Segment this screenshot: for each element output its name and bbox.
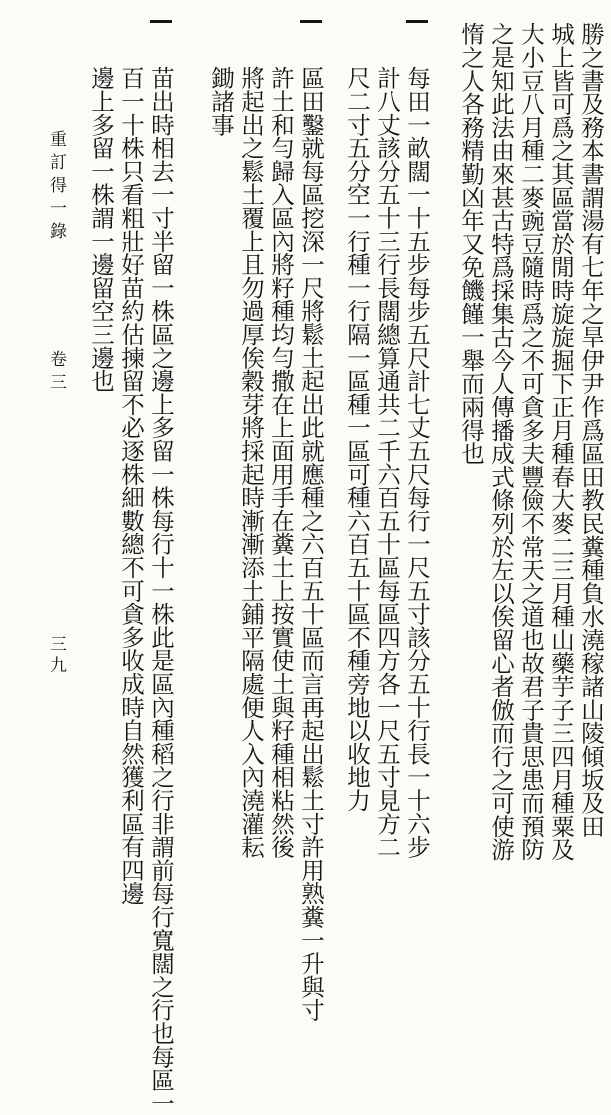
section-marker-3 [150,20,172,23]
text-column-13: 苗出時相去一寸半留一株區之邊上多留一株每行十一株此是區內種稻之行非謂前每行寬闊之行也每區一 [147,66,175,1115]
text-column-2: 城上皆可爲之其區當於閒時旋旋掘下正月種春大麥二三月種山藥芋子三四月種粟及 [547,22,575,861]
text-column-11: 將起出之鬆土覆上且勿過厚俟穀芽將採起時漸漸添土鋪平隔處便人入內澆灌耘 [237,66,265,859]
text-column-1: 勝之書及務本書謂湯有七年之旱伊尹作爲區田教民糞種負水澆稼諸山陵傾坂及田 [577,22,605,838]
text-column-14: 百一十株只看粗壯好苗約估揀留不必逐株細數總不可貪多收成時自然獲利區有四邊 [117,66,145,905]
page-number: 三九 [46,635,66,677]
text-column-12: 鋤諸事 [207,66,235,136]
text-column-15: 邊上多留一株謂一邊留空三邊也 [87,66,115,393]
book-title: 重訂得一錄 [46,130,66,245]
text-column-7: 計八丈該分五十三行長闊總算通共二千六百五十區每區四方各一尺五寸見方二 [373,66,401,859]
section-marker-2 [300,20,322,23]
text-column-6: 每田一畝闊一十五步每步五尺計七丈五尺每行一尺五寸該分五十行長一十六步 [403,66,431,859]
text-column-8: 尺二寸五分空一行種一行隔一區種一區可種六百五十區不種旁地以收地力 [343,66,371,812]
text-column-4: 之是知此法由來甚古特爲採集古今人傳播成式條列於左以俟留心者倣而行之可使游 [487,22,515,861]
text-column-9: 區田鑿就每區挖深一尺將鬆土起出此就應種之六百五十區而言再起出鬆土寸許用熟糞一升與寸 [297,66,325,1022]
text-column-5: 惰之人各務精勤凶年又免饑饉一舉而兩得也 [457,22,485,465]
text-column-10: 許土和勻歸入區內將籽種均勻撒在上面用手在糞土上按實使土與籽種相粘然後 [267,66,295,859]
text-column-3: 大小豆八月種二麥豌豆隨時爲之不可貪多夫豐儉不常天之道也故君子貴思患而預防 [517,22,545,861]
section-marker-1 [406,20,428,23]
volume-label: 卷三 [46,350,66,396]
